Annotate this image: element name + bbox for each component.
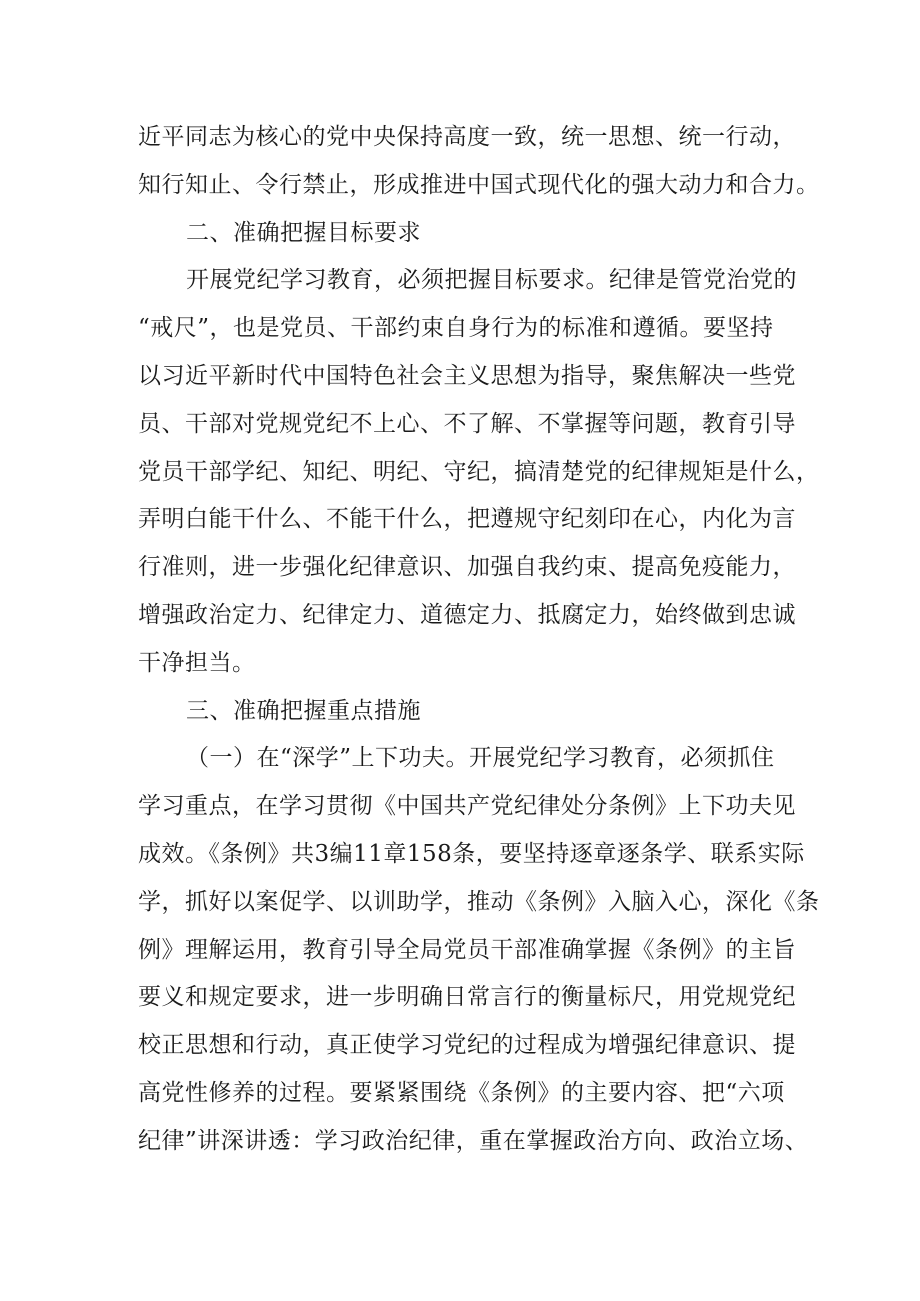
text-line: 弄明白能干什么、不能干什么，把遵规守纪刻印在心，内化为言 [138, 506, 796, 533]
text-line: （一）在“深学”上下功夫。开展党纪学习教育，必须抓住 [186, 745, 775, 772]
text-line: “戒尺”，也是党员、干部约束自身行为的标准和遵循。要坚持 [138, 315, 774, 342]
section-heading: 三、准确把握重点措施 [186, 697, 421, 724]
text-line: 成效。《条例》共3编11章158条，要坚持逐章逐条学、联系实际 [138, 840, 805, 867]
text-line: 党员干部学纪、知纪、明纪、守纪，搞清楚党的纪律规矩是什么， [138, 458, 820, 485]
text-line: 干净担当。 [138, 649, 256, 676]
text-line: 增强政治定力、纪律定力、道德定力、抵腐定力，始终做到忠诚 [138, 601, 796, 628]
text-line: 学习重点，在学习贯彻《中国共产党纪律处分条例》上下功夫见 [138, 793, 796, 820]
text-line: 以习近平新时代中国特色社会主义思想为指导，聚焦解决一些党 [138, 362, 796, 389]
text-line: 学，抓好以案促学、以训助学，推动《条例》入脑入心，深化《条 [138, 888, 820, 915]
text-line: 例》理解运用，教育引导全局党员干部准确掌握《条例》的主旨 [138, 936, 796, 963]
text-line: 近平同志为核心的党中央保持高度一致，统一思想、统一行动， [138, 124, 796, 150]
text-line: 纪律”讲深讲透：学习政治纪律，重在掌握政治方向、政治立场、 [138, 1127, 809, 1154]
text-line: 要义和规定要求，进一步明确日常言行的衡量标尺，用党规党纪 [138, 984, 796, 1011]
text-line: 员、干部对党规党纪不上心、不了解、不掌握等问题，教育引导 [138, 410, 796, 437]
text-line: 知行知止、令行禁止，形成推进中国式现代化的强大动力和合力。 [138, 171, 820, 198]
text-line: 校正思想和行动，真正使学习党纪的过程成为增强纪律意识、提 [138, 1032, 796, 1059]
text-line: 开展党纪学习教育，必须把握目标要求。纪律是管党治党的 [186, 267, 797, 294]
document-body [138, 114, 820, 1166]
text-line: 行准则，进一步强化纪律意识、加强自我约束、提高免疫能力， [138, 554, 796, 581]
text-line: 高党性修养的过程。要紧紧围绕《条例》的主要内容、把“六项 [138, 1079, 785, 1106]
section-heading: 二、准确把握目标要求 [186, 219, 421, 246]
